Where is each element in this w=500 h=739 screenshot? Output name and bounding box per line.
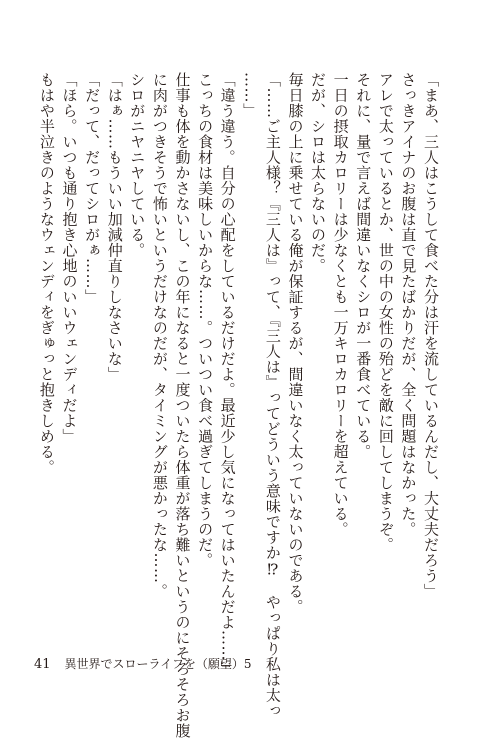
paragraph: 一日の摂取カロリーは少なくとも一万キロカロリーを超えている。 <box>331 72 350 537</box>
paragraph: 毎日膝の上に乗せている俺が保証するが、間違いなく太っていないのである。 <box>286 72 305 615</box>
paragraph: だが、シロは太らないのだ。 <box>309 72 328 274</box>
paragraph: もはや半泣きのようなウェンディをぎゅっと抱きしめる。 <box>37 72 56 475</box>
paragraph: 「だって、だってシロがぁ……」 <box>83 72 102 305</box>
paragraph: 「……ご主人様？『三人は』って、『三人は』ってどういう意味ですか⁉ やっぱり私は太っ <box>263 72 282 719</box>
page-footer <box>34 655 251 672</box>
paragraph: ……」 <box>241 72 260 119</box>
paragraph: シロがニヤニヤしている。 <box>128 72 147 258</box>
paragraph: 仕事も体を動かさないし、この年になると一度ついたら体重が落ち難いというのにそろそろお腹 <box>173 72 192 739</box>
paragraph: 「違う違う。自分の心配をしているだけだよ。最近少し気になってはいたんだよ……」 <box>218 72 237 677</box>
running-title: 異世界でスローライフを（願望）5 <box>64 657 252 671</box>
page-number: 41 <box>34 657 51 672</box>
paragraph: さっきアイナのお腹は直で見たばかりだが、全く問題はなかった。 <box>399 72 418 537</box>
paragraph: それに、量で言えば間違いなくシロが一番食べている。 <box>354 72 373 460</box>
paragraph: アレで太っているとか、世の中の女性の殆どを敵に回してしまうぞ。 <box>376 72 395 553</box>
paragraph: 「はぁ……もういい加減仲直りしなさいな」 <box>105 72 124 382</box>
paragraph: こっちの食材は美味しいからな……。ついつい食べ過ぎてしまうのだ。 <box>196 72 215 568</box>
paragraph: 「まあ、三人はこうして食べた分は汗を流しているんだし、大丈夫だろう」 <box>422 72 440 599</box>
paragraph: 「ほら。いつも通り抱き心地のいいウェンディだよ」 <box>60 72 79 444</box>
paragraph: に肉がつきそうで怖いというだけなのだが、タイミングが悪かったな……。 <box>150 72 169 599</box>
